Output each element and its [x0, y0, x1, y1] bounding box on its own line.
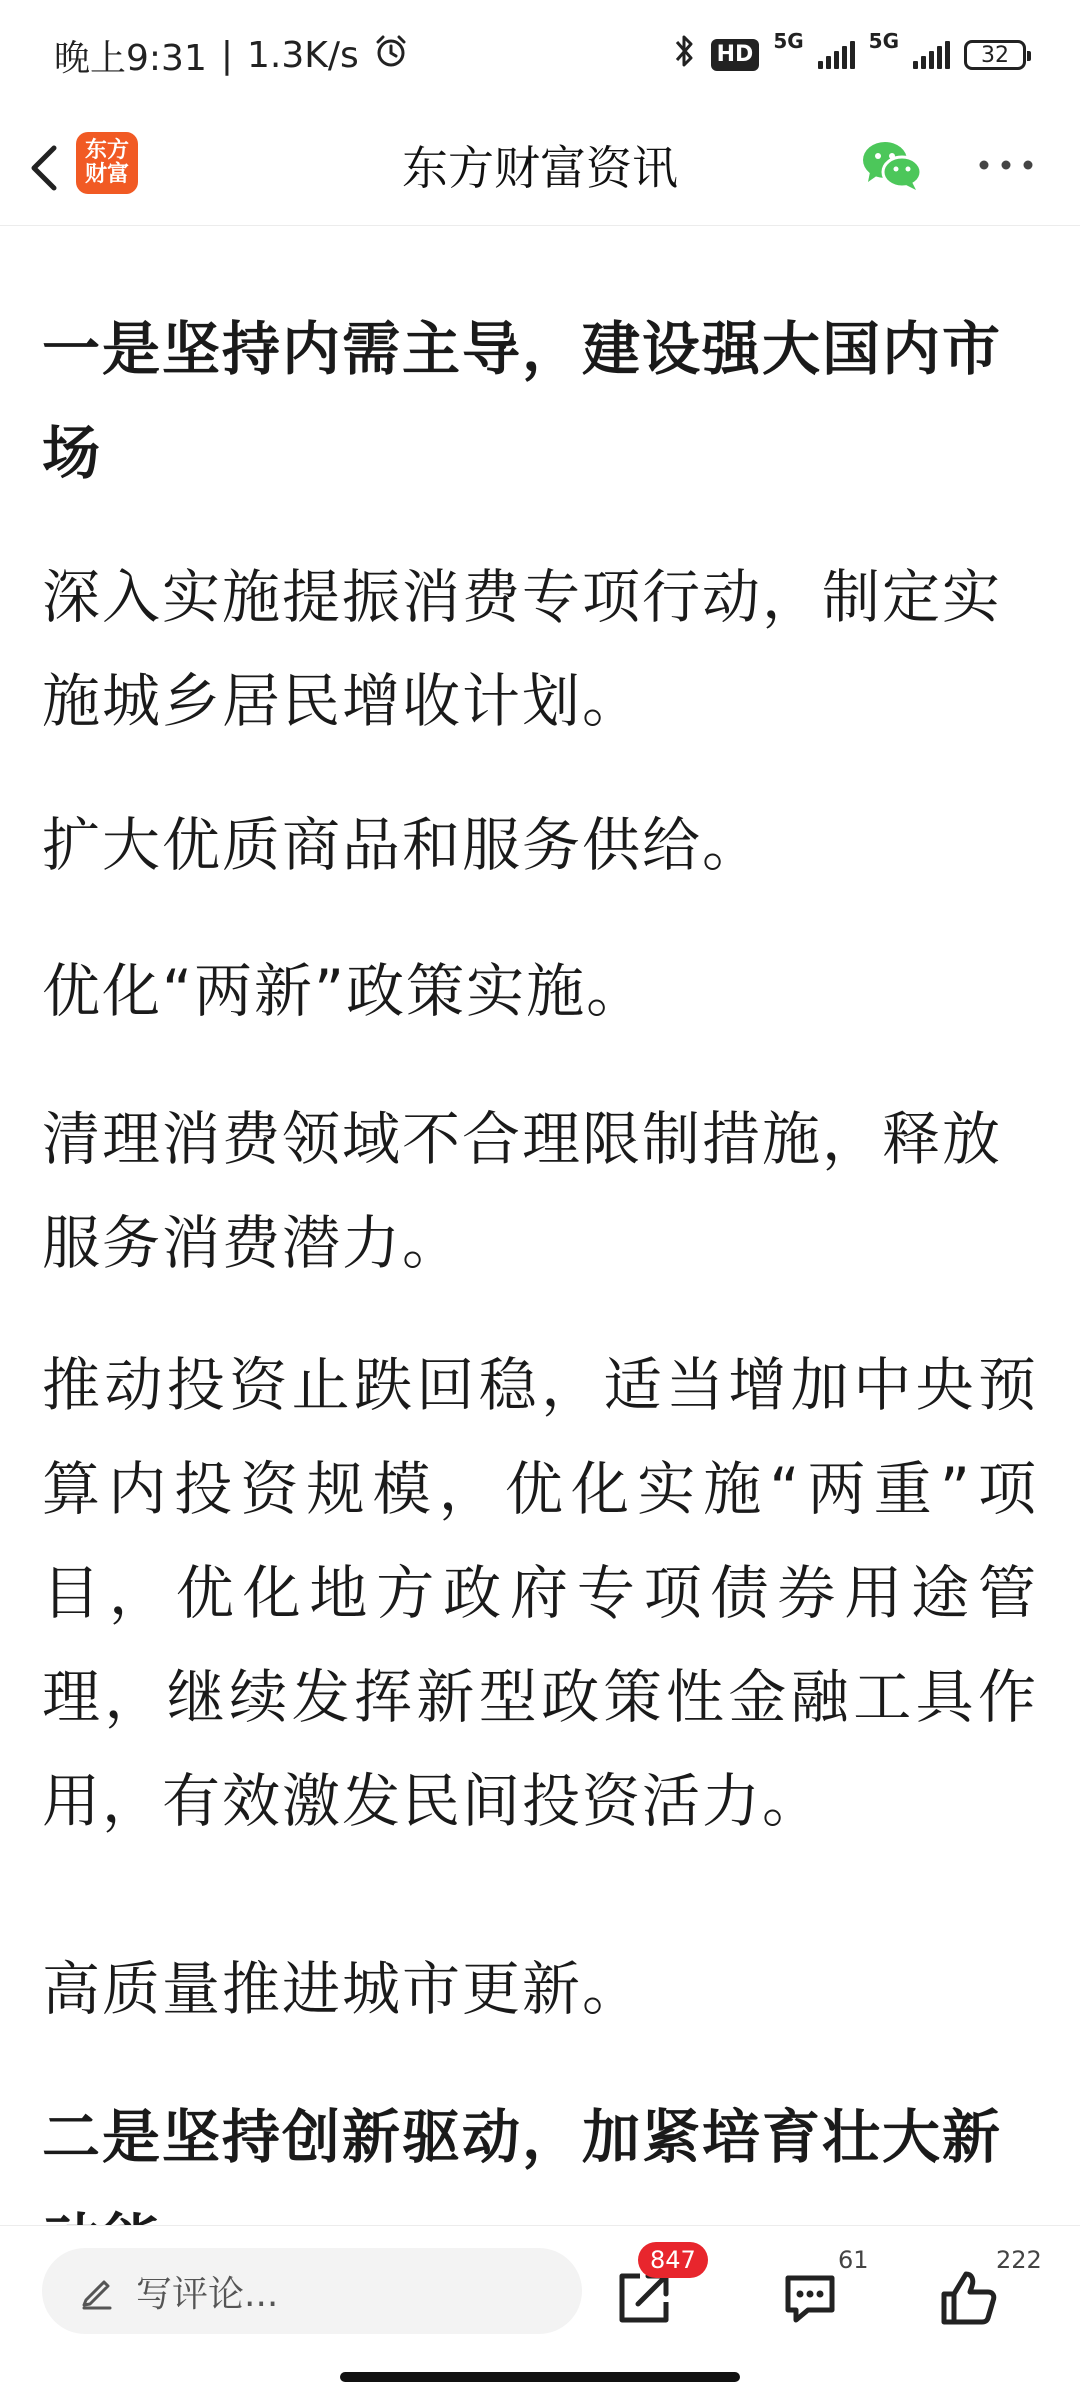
article-paragraph: 清理消费领域不合理限制措施，释放服务消费潜力。	[42, 1105, 1003, 1277]
article-content	[0, 227, 1080, 2225]
back-button[interactable]	[20, 140, 70, 196]
comment-placeholder: 写评论...	[136, 2273, 279, 2315]
battery-level: 32	[981, 42, 1009, 68]
status-right	[671, 31, 1026, 80]
article-paragraph: 推动投资止跌回稳，适当增加中央预算内投资规模，优化实施“两重”项目，优化地方政府专项债券用途管理，继续发挥新型政策性金融工具作用，有效激发民间投资活力。	[42, 1351, 1038, 1835]
comment-bubble-icon	[780, 2268, 840, 2328]
logo-text-line1: 东方	[84, 138, 129, 163]
more-dots-icon	[976, 150, 1036, 180]
article-heading: 二是坚持创新驱动，加紧培育壮大新	[42, 2103, 1003, 2171]
app-logo	[76, 132, 138, 194]
wechat-share-button[interactable]	[860, 136, 924, 194]
status-divider: |	[220, 34, 233, 76]
share-button[interactable]	[600, 2246, 696, 2336]
wechat-icon	[860, 136, 924, 194]
like-count: 222	[996, 2246, 1042, 2274]
article-paragraph: 深入实施提振消费专项行动，制定实施城乡居民增收计划。	[42, 563, 1003, 735]
signal-icon-2	[913, 41, 950, 69]
share-count-badge: 847	[638, 2242, 708, 2278]
app-header	[0, 110, 1080, 226]
article-paragraph: 扩大优质商品和服务供给。	[42, 811, 763, 879]
comment-input[interactable]	[42, 2248, 582, 2334]
more-button[interactable]	[976, 150, 1036, 180]
page-title: 东方财富资讯	[402, 141, 678, 195]
status-speed: 1.3K/s	[246, 34, 359, 76]
status-left	[54, 30, 409, 81]
logo-text-line2: 财富	[84, 162, 129, 187]
status-bar	[0, 0, 1080, 110]
network-label-2: 5G	[868, 29, 899, 53]
signal-icon-1	[818, 41, 855, 69]
like-button[interactable]	[930, 2246, 1042, 2336]
bluetooth-icon	[671, 31, 697, 80]
pencil-icon	[78, 2272, 116, 2310]
battery-icon	[964, 40, 1026, 70]
comments-button[interactable]	[766, 2246, 869, 2336]
network-label-1: 5G	[773, 29, 804, 53]
hd-badge: HD	[711, 39, 760, 71]
article-paragraph: 优化“两新”政策实施。	[42, 957, 647, 1025]
home-indicator[interactable]	[340, 2372, 740, 2382]
alarm-icon	[373, 33, 409, 78]
thumbs-up-icon	[938, 2268, 998, 2328]
article-paragraph: 高质量推进城市更新。	[42, 1955, 643, 2023]
status-time: 晚上9:31	[54, 37, 207, 79]
comment-count: 61	[838, 2246, 869, 2274]
article-heading: 一是坚持内需主导，建设强大国内市场	[42, 315, 1003, 487]
back-arrow-icon	[20, 140, 70, 196]
